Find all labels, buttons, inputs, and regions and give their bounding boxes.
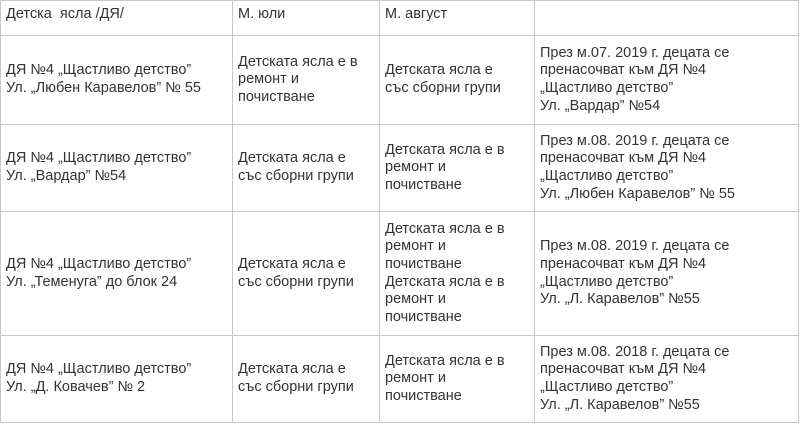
header-cell-note: [535, 1, 799, 36]
august-cell: Детската ясла е със сборни групи: [380, 36, 535, 125]
note-cell: През м.07. 2019 г. децата се пренасочват към ДЯ №4 „Щастливо детство” Ул. „Вардар” №54: [535, 36, 799, 125]
august-cell: Детската ясла е в ремонт и почистване Детската ясла е в ремонт и почистване: [380, 212, 535, 336]
note-cell: През м.08. 2018 г. децата се пренасочват към ДЯ №4 „Щастливо детство” Ул. „Л. Каравелов” №55: [535, 336, 799, 423]
august-cell: Детската ясла е в ремонт и почистване: [380, 125, 535, 212]
july-cell: Детската ясла е със сборни групи: [233, 212, 380, 336]
nursery-cell: ДЯ №4 „Щастливо детство” Ул. „Любен Каравелов” № 55: [1, 36, 233, 125]
header-row: [1, 1, 799, 36]
nursery-cell: ДЯ №4 „Щастливо детство” Ул. „Вардар” №54: [1, 125, 233, 212]
july-cell: Детската ясла е със сборни групи: [233, 125, 380, 212]
nursery-cell: ДЯ №4 „Щастливо детство” Ул. „Теменуга” до блок 24: [1, 212, 233, 336]
table-row: [1, 212, 799, 336]
header-cell-july: М. юли: [233, 1, 380, 36]
header-cell-nursery: Детска ясла /ДЯ/: [1, 1, 233, 36]
table-row: [1, 125, 799, 212]
header-cell-august: М. август: [380, 1, 535, 36]
august-cell: Детската ясла е в ремонт и почистване: [380, 336, 535, 423]
table-row: [1, 336, 799, 423]
table-row: [1, 36, 799, 125]
note-cell: През м.08. 2019 г. децата се пренасочват към ДЯ №4 „Щастливо детство” Ул. „Л. Каравелов” №55: [535, 212, 799, 336]
july-cell: Детската ясла е в ремонт и почистване: [233, 36, 380, 125]
note-cell: През м.08. 2019 г. децата се пренасочват към ДЯ №4 „Щастливо детство” Ул. „Любен Каравелов” № 55: [535, 125, 799, 212]
nursery-cell: ДЯ №4 „Щастливо детство” Ул. „Д. Ковачев” № 2: [1, 336, 233, 423]
july-cell: Детската ясла е със сборни групи: [233, 336, 380, 423]
